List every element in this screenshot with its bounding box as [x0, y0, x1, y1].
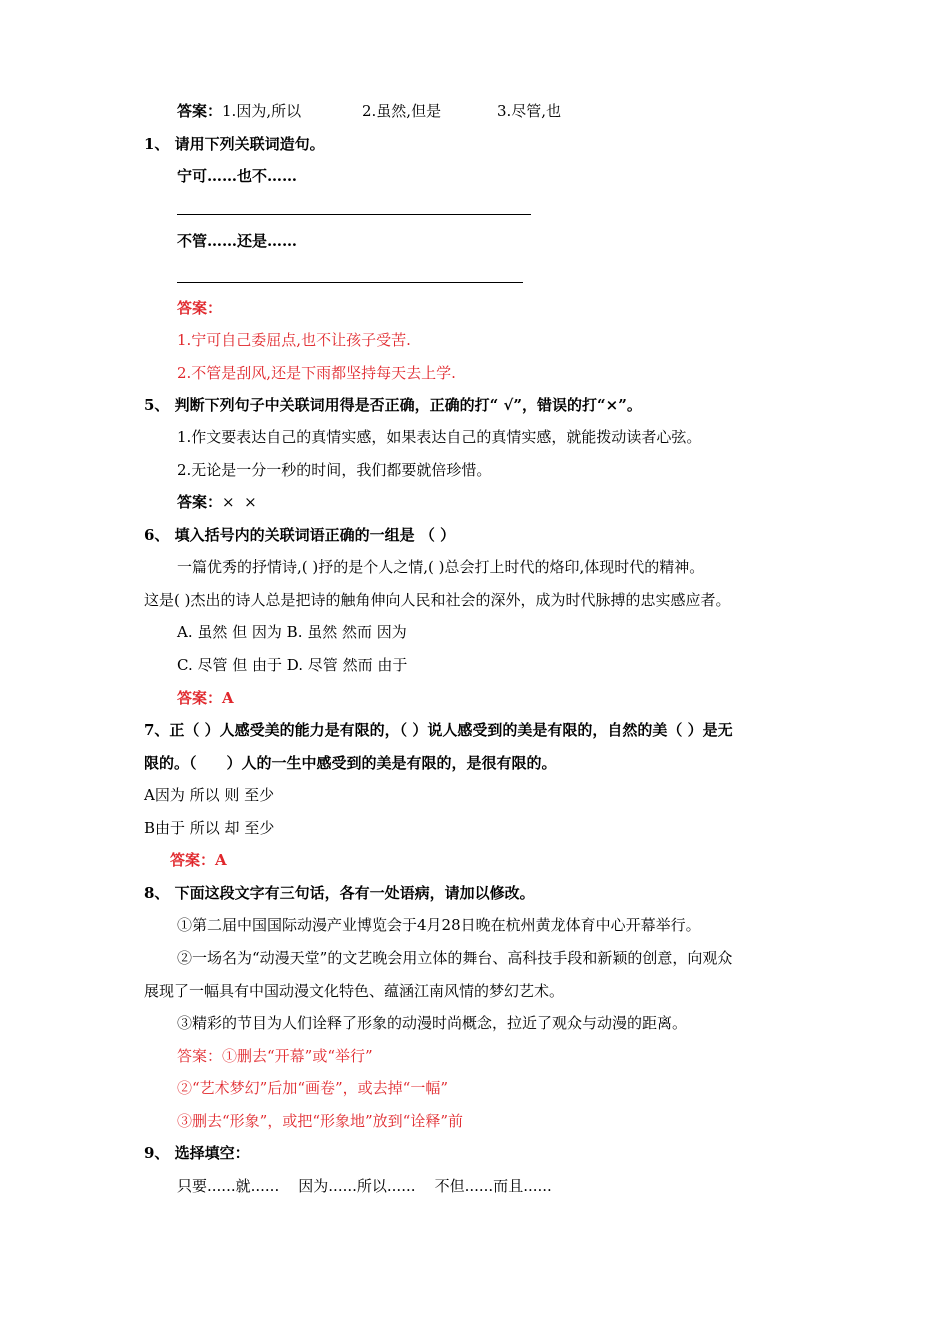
- q8-answer-2: ②“艺术梦幻”后加“画卷”，或去掉“一幅”: [177, 1079, 449, 1097]
- question-8: 8、 下面这段文字有三句话，各有一处语病，请加以修改。: [144, 884, 535, 902]
- q7-option-a: A因为 所以 则 至少: [144, 786, 275, 804]
- q5-sentence-2: 2.无论是一分一秒的时间，我们都要就倍珍惜。: [177, 461, 492, 479]
- q1-answer-2: 2.不管是刮风,还是下雨都坚持每天去上学.: [177, 364, 456, 382]
- q1-answer-blank-1: [177, 214, 531, 215]
- q1-word-1: 宁可……也不……: [177, 167, 298, 185]
- q5-answer-text: × ×: [222, 493, 257, 511]
- q7-answer: 答案：A: [170, 851, 227, 869]
- q8-sentence-3: ③精彩的节目为人们诠释了形象的动漫时尚概念，拉近了观众与动漫的距离。: [177, 1014, 688, 1032]
- q9-options: 只要......就...... 因为......所以...... 不但......而且......: [177, 1177, 552, 1195]
- q8-answer-1: 答案：①删去“开幕”或“举行”: [177, 1047, 373, 1065]
- q8-answer-3: ③删去“形象”，或把“形象地”放到“诠释”前: [177, 1112, 464, 1130]
- question-1: 1、 请用下列关联词造句。: [144, 135, 325, 153]
- q6-answer: 答案：A: [177, 689, 234, 707]
- answer-label: 答案：: [177, 102, 223, 120]
- answer-line-0: [177, 101, 301, 121]
- q8-sentence-2b: 展现了一幅具有中国动漫文化特色、蕴涵江南风情的梦幻艺术。: [144, 982, 565, 1000]
- q6-options-1: A. 虽然 但 因为 B. 虽然 然而 因为: [177, 623, 407, 641]
- q5-answer: [177, 492, 257, 512]
- q1-answer-blank-2: [177, 282, 523, 283]
- q5-sentence-1: 1.作文要表达自己的真情实感，如果表达自己的真情实感，就能拨动读者心弦。: [177, 428, 702, 446]
- question-7-line-1: 7、正（ ）人感受美的能力是有限的，（ ）说人感受到的美是有限的，自然的美（ ）是无: [144, 721, 733, 739]
- question-5: 5、 判断下列句子中关联词用得是否正确，正确的打“ √”，错误的打“×”。: [144, 396, 642, 414]
- q6-passage-1: 一篇优秀的抒情诗,( )抒的是个人之情,( )总会打上时代的烙印,体现时代的精神。: [177, 558, 705, 576]
- question-9: 9、 选择填空：: [144, 1144, 250, 1162]
- q6-passage-2: 这是( )杰出的诗人总是把诗的触角伸向人民和社会的深外，成为时代脉搏的忠实感应者。: [144, 591, 731, 609]
- q8-sentence-1: ①第二届中国国际动漫产业博览会于4月28日晚在杭州黄龙体育中心开幕举行。: [177, 916, 701, 934]
- q7-option-b: B由于 所以 却 至少: [144, 819, 275, 837]
- answer-part-3: 3.尽管,也: [497, 102, 562, 120]
- answer-part-1: 1.因为,所以: [222, 102, 302, 120]
- q1-answer-label: 答案：: [177, 299, 223, 317]
- question-6: 6、 填入括号内的关联词语正确的一组是 （ ）: [144, 526, 456, 544]
- q5-answer-label: 答案：: [177, 493, 223, 511]
- q6-options-2: C. 尽管 但 由于 D. 尽管 然而 由于: [177, 656, 408, 674]
- q1-answer-1: 1.宁可自己委屈点,也不让孩子受苦.: [177, 331, 411, 349]
- q8-sentence-2a: ②一场名为“动漫天堂”的文艺晚会用立体的舞台、高科技手段和新颖的创意，向观众: [177, 949, 733, 967]
- question-7-line-2: 限的。（ ）人的一生中感受到的美是有限的，是很有限的。: [144, 754, 557, 772]
- q1-word-2: 不管……还是……: [177, 232, 298, 250]
- answer-part-2: 2.虽然,但是: [362, 102, 442, 120]
